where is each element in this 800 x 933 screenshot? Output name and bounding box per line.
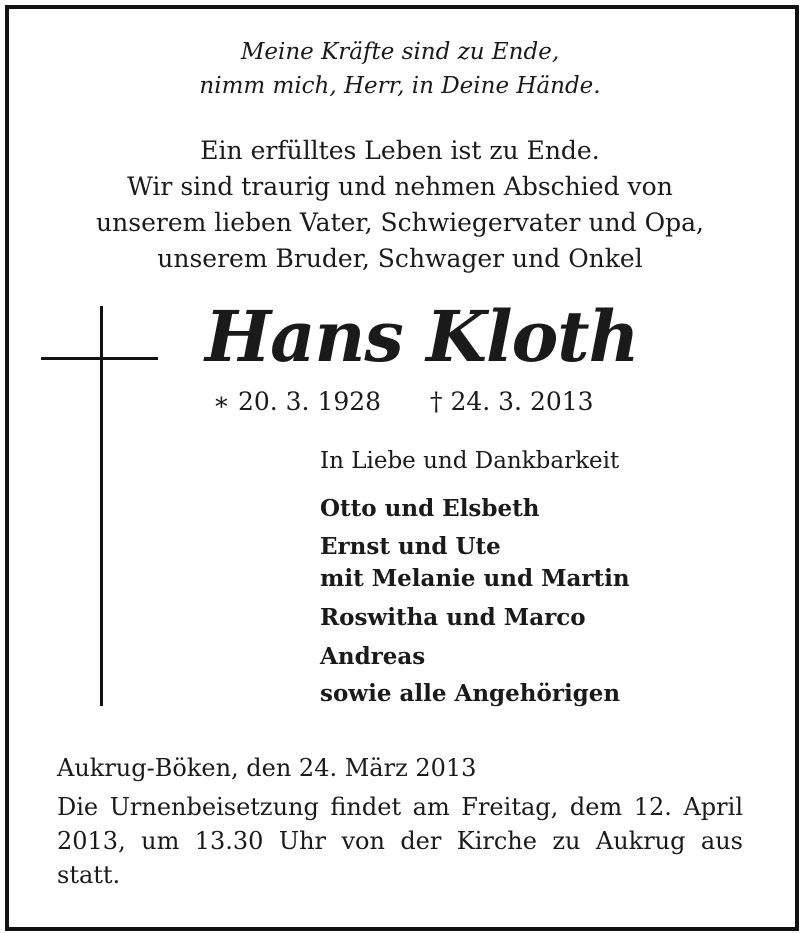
burial-notice: Die Urnenbeisetzung findet am Freitag, dem 12. April 2013, um 13.30 Uhr von der Kirche zu Aukrug aus statt. [57,793,743,889]
mourner-line: Ernst und Ute [320,533,501,560]
bible-verse-line-1: Meine Kräfte sind zu Ende, [240,39,560,65]
intro-line-2: Wir sind traurig und nehmen Abschied von [127,172,673,201]
death-date: † 24. 3. 2013 [430,387,594,416]
mourner-line: Andreas [320,643,426,670]
intro-line-3: unserem lieben Vater, Schwiegervater und Opa, [96,208,704,237]
cross-icon-bar [41,357,158,360]
bible-verse-line-2: nimm mich, Herr, in Deine Hände. [199,73,601,99]
cross-icon [100,306,103,706]
mourners-intro: In Liebe und Dankbarkeit [320,448,620,474]
mourner-line: sowie alle Angehörigen [320,680,621,707]
mourner-line: Otto und Elsbeth [320,495,540,522]
place-and-date: Aukrug-Böken, den 24. März 2013 [57,754,477,782]
mourner-line: mit Melanie und Martin [320,565,630,592]
mourner-line: Roswitha und Marco [320,604,586,631]
birth-date: ∗ 20. 3. 1928 [213,387,382,416]
bible-verse [0,35,800,103]
deceased-name: Hans Kloth [205,295,639,378]
intro-text [0,133,800,277]
intro-line-4: unserem Bruder, Schwager und Onkel [157,244,643,273]
intro-line-1: Ein erfülltes Leben ist zu Ende. [200,136,600,165]
